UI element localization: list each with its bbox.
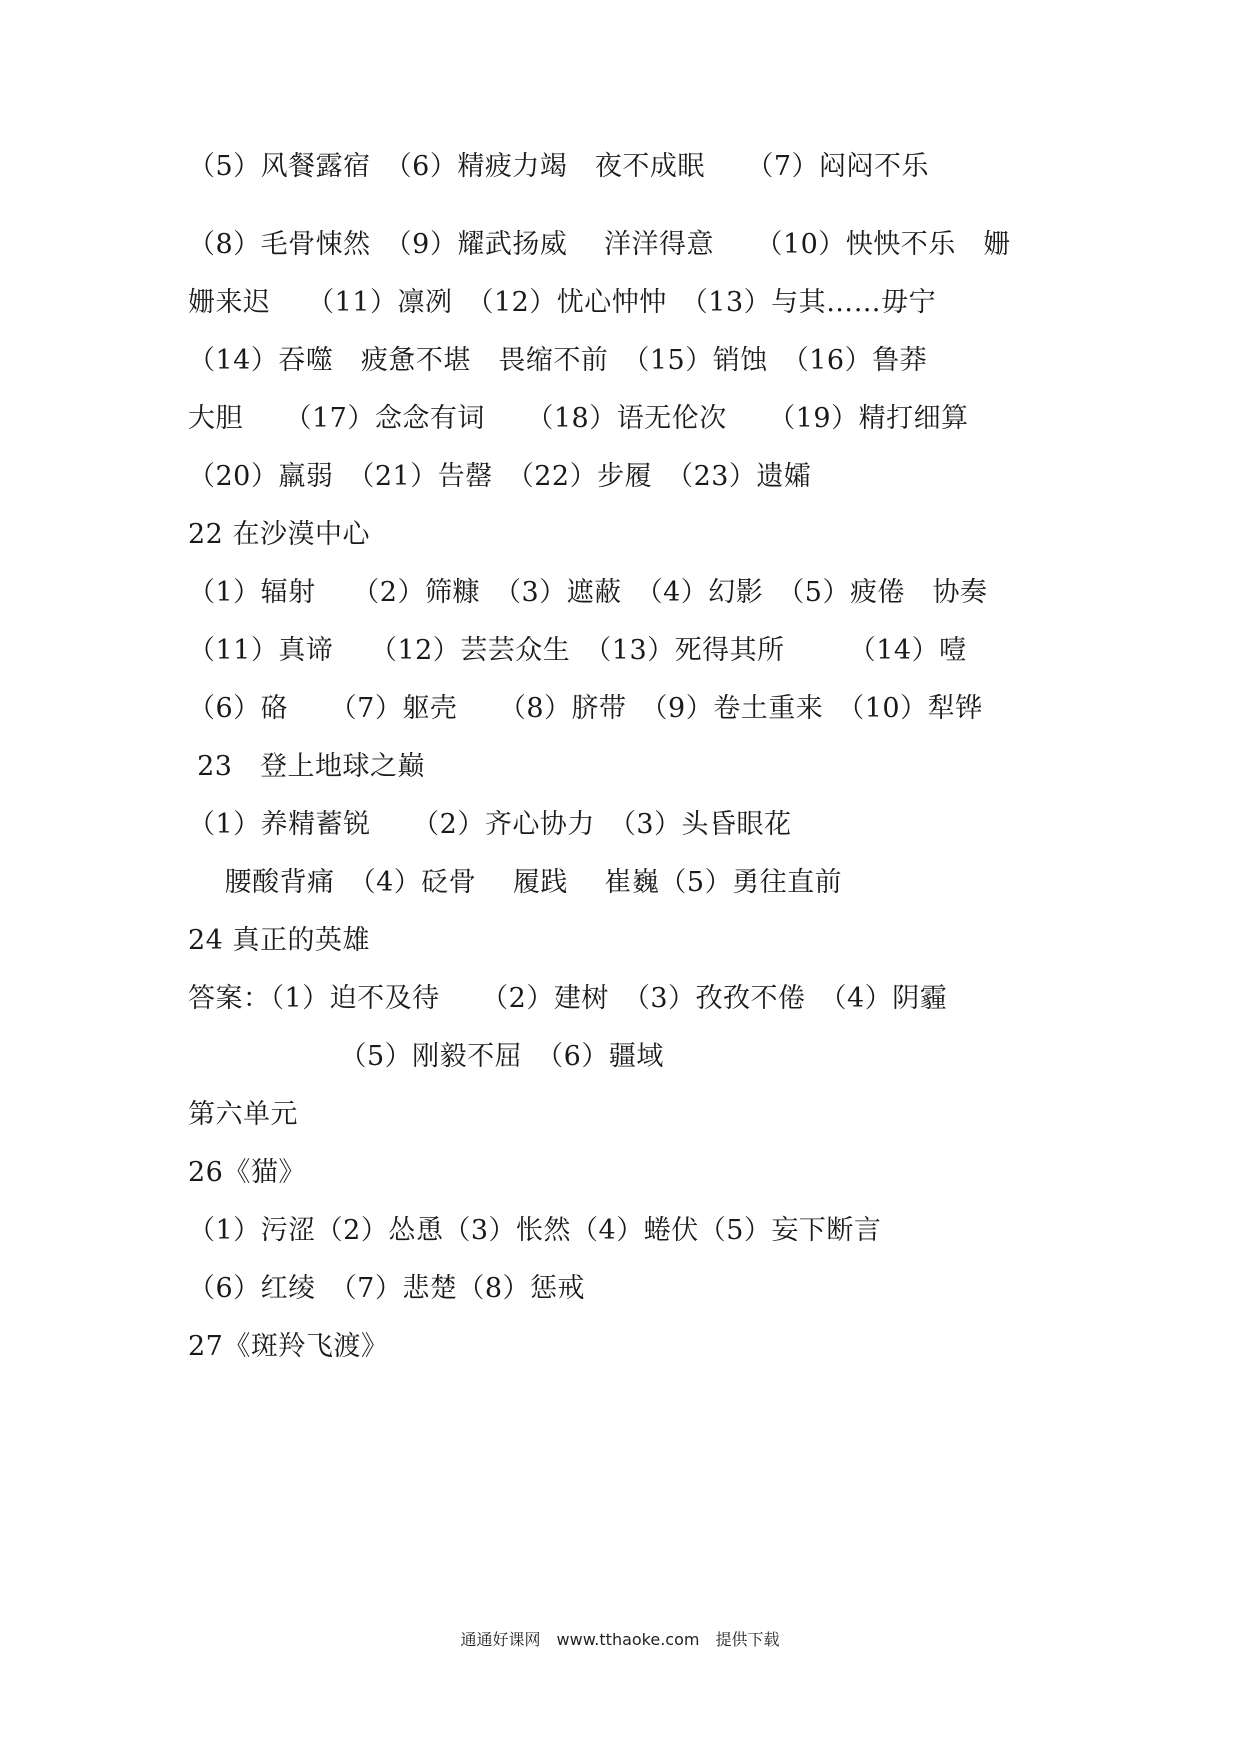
answer-line: （8）毛骨悚然 （9）耀武扬威 洋洋得意 （10）怏怏不乐 姗 [188,229,1011,260]
answer-line: （14）吞噬 疲惫不堪 畏缩不前 （15）销蚀 （16）鲁莽 [188,345,928,376]
unit-heading: 第六单元 [188,1099,298,1130]
answer-line: （20）羸弱 （21）告罄 （22）步履 （23）遗孀 [188,461,812,492]
footer-credit: 通通好课网 www.tthaoke.com 提供下载 [460,1630,780,1649]
section-heading: 24 真正的英雄 [188,925,370,956]
answer-line: （1）污涩（2）怂恿（3）怅然（4）蜷伏（5）妄下断言 [188,1215,882,1246]
answer-line: 腰酸背痛 （4）砭骨 履践 崔巍（5）勇往直前 [188,867,843,898]
answer-line: （6）红绫 （7）悲楚（8）惩戒 [188,1273,586,1304]
answer-line: （1）辐射 （2）筛糠 （3）遮蔽 （4）幻影 （5）疲倦 协奏 [188,577,988,608]
answer-line: （5）刚毅不屈 （6）疆域 [188,1041,664,1072]
answer-line: 姗来迟 （11）凛冽 （12）忧心忡忡 （13）与其……毋宁 [188,287,937,318]
answer-line: （5）风餐露宿 （6）精疲力竭 夜不成眠 （7）闷闷不乐 [188,151,930,182]
section-heading: 22 在沙漠中心 [188,519,370,550]
answer-line: （11）真谛 （12）芸芸众生 （13）死得其所 （14）噎 [188,635,967,666]
answer-line: 答案：（1）迫不及待 （2）建树 （3）孜孜不倦 （4）阴霾 [188,983,948,1014]
answer-line: （6）硌 （7）躯壳 （8）脐带 （9）卷土重来 （10）犁铧 [188,693,983,724]
section-heading: 27《斑羚飞渡》 [188,1331,389,1362]
section-heading: 23 登上地球之巅 [188,751,425,782]
answer-line: 大胆 （17）念念有词 （18）语无伦次 （19）精打细算 [188,403,969,434]
answer-line: （1）养精蓄锐 （2）齐心协力 （3）头昏眼花 [188,809,792,840]
section-heading: 26《猫》 [188,1157,306,1188]
